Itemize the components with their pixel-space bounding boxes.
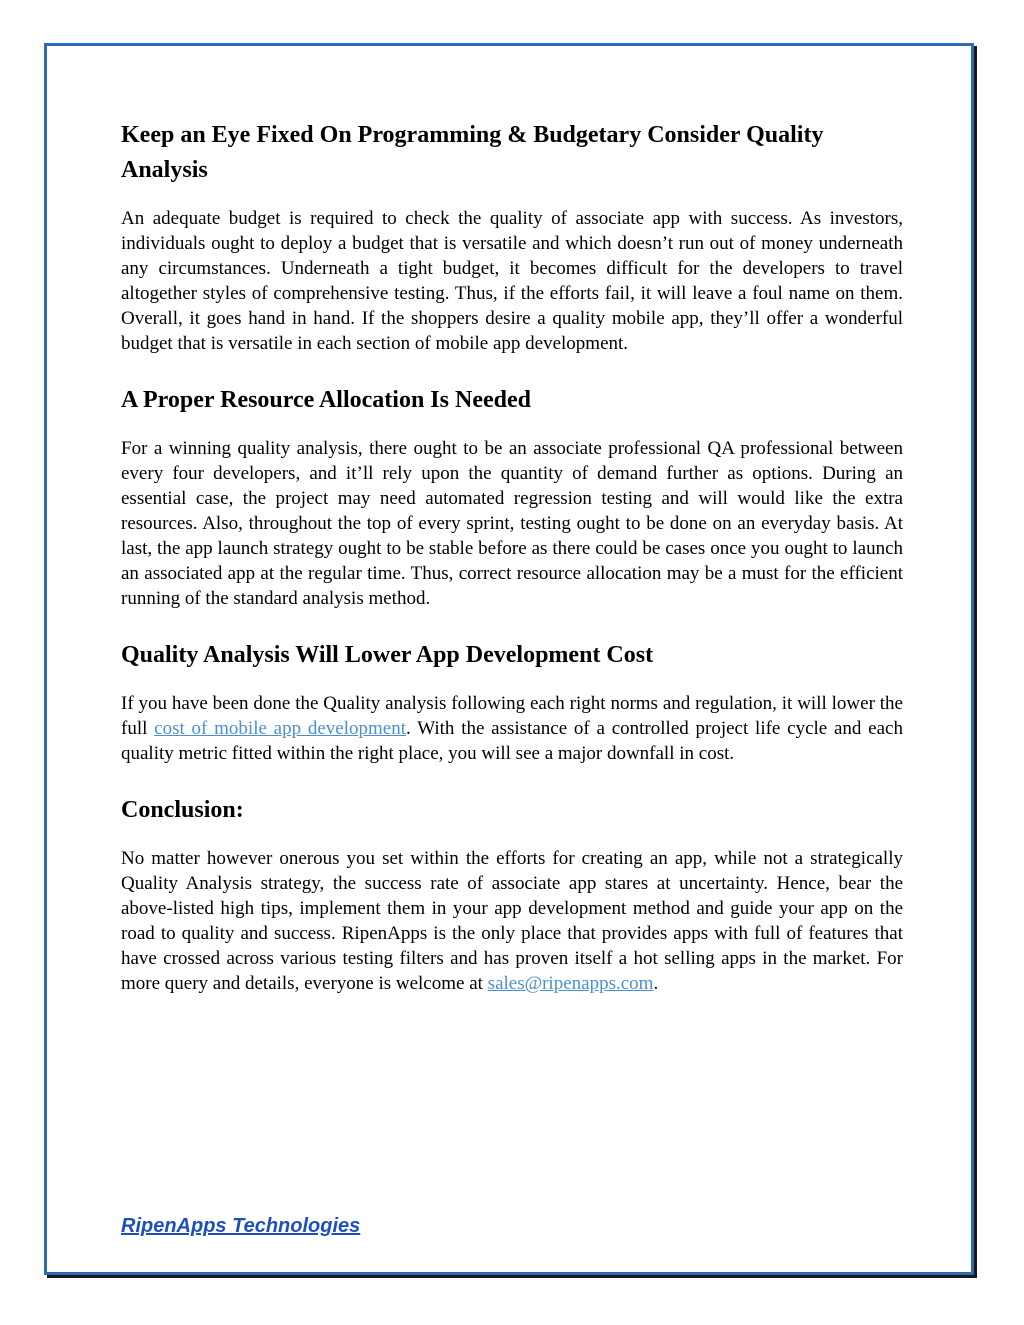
- section-paragraph-lower-cost: [121, 691, 903, 766]
- cost-of-app-development-link[interactable]: cost of mobile app development: [154, 718, 407, 739]
- paragraph-text-segment: . With the assistance of a controlled project life cycle and each quality metric fitted within the right place, you will see a major downfall in cost.: [121, 718, 903, 764]
- section-heading-conclusion: Conclusion:: [121, 797, 244, 823]
- section-paragraph-conclusion: [121, 846, 903, 996]
- section-heading-resource-allocation: A Proper Resource Allocation Is Needed: [121, 387, 531, 413]
- paragraph-text-segment: .: [653, 973, 659, 994]
- section-paragraph-resource-allocation: For a winning quality analysis, there ought to be an associate professional QA professional between every four developers, and it’ll rely upon the quantity of demand further as options. During an essential case, the project may need automated regression testing and will would like the extra resources. Also, throughout the top of every sprint, testing ought to be done on an everyday basis. At last, the app launch strategy ought to be stable before as there could be cases once you ought to launch an associated app at the regular time. Thus, correct resource allocation may be a must for the efficient running of the standard analysis method.: [121, 438, 903, 609]
- document-content: [121, 118, 903, 996]
- section-heading-lower-cost: Quality Analysis Will Lower App Development Cost: [121, 642, 654, 668]
- paragraph-text-segment: If you have been done the Quality analysis following each right norms and regulation, it will lower the full: [121, 693, 903, 739]
- section-heading-budget: Keep an Eye Fixed On Programming & Budgetary Consider Quality Analysis: [121, 122, 824, 183]
- section-paragraph-budget: An adequate budget is required to check the quality of associate app with success. As investors, individuals ought to deploy a budget that is versatile and which doesn’t run out of money underneath any circumstances. Underneath a tight budget, it becomes difficult for the developers to travel altogether styles of comprehensive testing. Thus, if the efforts fail, it will leave a foul name on them. Overall, it goes hand in hand. If the shoppers desire a quality mobile app, they’ll offer a wonderful budget that is versatile in each section of mobile app development.: [121, 208, 903, 354]
- sales-email-link[interactable]: sales@ripenapps.com: [487, 973, 654, 994]
- footer-brand-link[interactable]: RipenApps Technologies: [121, 1215, 361, 1237]
- paragraph-text-segment: No matter however onerous you set within the efforts for creating an app, while not a strategically Quality Analysis strategy, the success rate of associate app stares at uncertainty. Hence, bear the above-listed high tips, implement them in your app development method and guide your app on the road to quality and success. RipenApps is the only place that provides apps with full of features that have crossed across various testing filters and has proven itself a hot selling apps in the market. For more query and details, everyone is welcome at: [121, 848, 903, 994]
